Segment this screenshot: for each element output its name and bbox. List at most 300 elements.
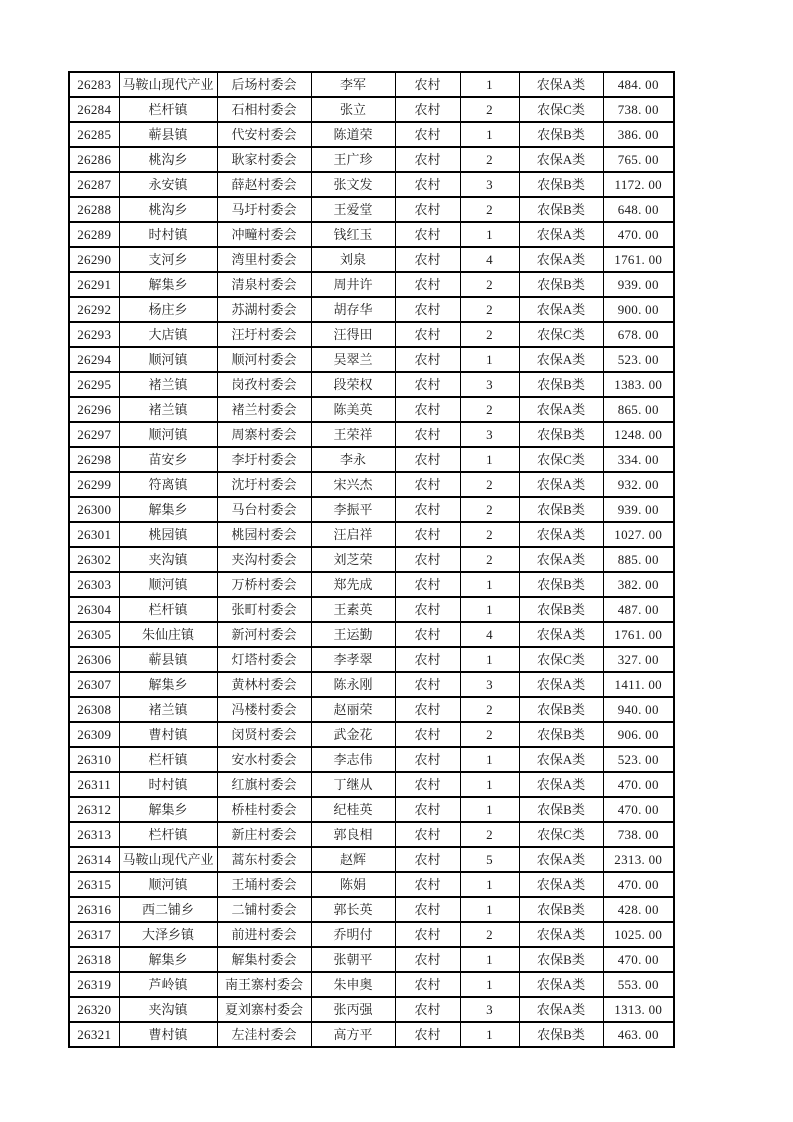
cell-person-name: 宋兴杰	[311, 472, 395, 497]
table-row	[69, 772, 674, 797]
table-row	[69, 597, 674, 622]
cell-person-count: 1	[460, 222, 519, 247]
cell-person-name: 张丙强	[311, 997, 395, 1022]
cell-town: 苗安乡	[119, 447, 217, 472]
cell-person-name: 王荣祥	[311, 422, 395, 447]
cell-village-committee: 桥桂村委会	[217, 797, 311, 822]
cell-village-committee: 沈圩村委会	[217, 472, 311, 497]
cell-record-id: 26314	[69, 847, 119, 872]
table-row	[69, 547, 674, 572]
cell-amount: 932. 00	[603, 472, 674, 497]
cell-village-committee: 新河村委会	[217, 622, 311, 647]
table-row	[69, 397, 674, 422]
cell-person-name: 王素英	[311, 597, 395, 622]
cell-amount: 386. 00	[603, 122, 674, 147]
cell-residence-type: 农村	[395, 472, 460, 497]
cell-amount: 523. 00	[603, 747, 674, 772]
cell-person-count: 1	[460, 797, 519, 822]
cell-person-count: 2	[460, 922, 519, 947]
cell-insurance-category: 农保B类	[519, 122, 603, 147]
cell-person-name: 丁继从	[311, 772, 395, 797]
cell-person-name: 汪得田	[311, 322, 395, 347]
cell-record-id: 26311	[69, 772, 119, 797]
cell-person-name: 纪桂英	[311, 797, 395, 822]
cell-person-count: 3	[460, 372, 519, 397]
cell-person-count: 2	[460, 297, 519, 322]
cell-residence-type: 农村	[395, 972, 460, 997]
cell-town: 时村镇	[119, 772, 217, 797]
cell-person-count: 3	[460, 422, 519, 447]
cell-amount: 765. 00	[603, 147, 674, 172]
cell-town: 栏杆镇	[119, 747, 217, 772]
cell-amount: 484. 00	[603, 72, 674, 97]
table-row	[69, 747, 674, 772]
cell-residence-type: 农村	[395, 872, 460, 897]
table-row	[69, 872, 674, 897]
cell-person-count: 3	[460, 997, 519, 1022]
cell-person-count: 1	[460, 572, 519, 597]
cell-record-id: 26291	[69, 272, 119, 297]
cell-residence-type: 农村	[395, 222, 460, 247]
table-row	[69, 647, 674, 672]
cell-insurance-category: 农保A类	[519, 297, 603, 322]
cell-person-count: 1	[460, 447, 519, 472]
cell-amount: 1025. 00	[603, 922, 674, 947]
cell-amount: 1411. 00	[603, 672, 674, 697]
cell-insurance-category: 农保B类	[519, 172, 603, 197]
cell-town: 解集乡	[119, 272, 217, 297]
table-row	[69, 897, 674, 922]
cell-record-id: 26292	[69, 297, 119, 322]
cell-person-count: 1	[460, 347, 519, 372]
cell-village-committee: 马圩村委会	[217, 197, 311, 222]
cell-village-committee: 苏湖村委会	[217, 297, 311, 322]
table-row	[69, 72, 674, 97]
cell-record-id: 26298	[69, 447, 119, 472]
cell-person-name: 王运勤	[311, 622, 395, 647]
cell-insurance-category: 农保A类	[519, 147, 603, 172]
cell-insurance-category: 农保A类	[519, 247, 603, 272]
cell-record-id: 26308	[69, 697, 119, 722]
cell-record-id: 26305	[69, 622, 119, 647]
cell-town: 栏杆镇	[119, 822, 217, 847]
cell-village-committee: 冲疃村委会	[217, 222, 311, 247]
cell-insurance-category: 农保B类	[519, 797, 603, 822]
cell-village-committee: 清泉村委会	[217, 272, 311, 297]
cell-town: 褚兰镇	[119, 372, 217, 397]
table-row	[69, 122, 674, 147]
cell-person-name: 郭良相	[311, 822, 395, 847]
cell-person-name: 赵丽荣	[311, 697, 395, 722]
cell-residence-type: 农村	[395, 247, 460, 272]
cell-residence-type: 农村	[395, 822, 460, 847]
cell-village-committee: 薛赵村委会	[217, 172, 311, 197]
cell-record-id: 26321	[69, 1022, 119, 1047]
cell-record-id: 26294	[69, 347, 119, 372]
cell-person-name: 吴翠兰	[311, 347, 395, 372]
cell-town: 马鞍山现代产业	[119, 72, 217, 97]
cell-residence-type: 农村	[395, 72, 460, 97]
cell-residence-type: 农村	[395, 947, 460, 972]
cell-person-name: 刘芝荣	[311, 547, 395, 572]
cell-person-count: 2	[460, 322, 519, 347]
cell-insurance-category: 农保B类	[519, 597, 603, 622]
cell-village-committee: 王埇村委会	[217, 872, 311, 897]
table-row	[69, 497, 674, 522]
table-row	[69, 972, 674, 997]
cell-village-committee: 夏刘寨村委会	[217, 997, 311, 1022]
cell-record-id: 26293	[69, 322, 119, 347]
cell-town: 顺河镇	[119, 572, 217, 597]
cell-village-committee: 左洼村委会	[217, 1022, 311, 1047]
cell-village-committee: 万桥村委会	[217, 572, 311, 597]
cell-town: 褚兰镇	[119, 697, 217, 722]
cell-residence-type: 农村	[395, 97, 460, 122]
cell-town: 解集乡	[119, 497, 217, 522]
cell-person-name: 张朝平	[311, 947, 395, 972]
cell-record-id: 26302	[69, 547, 119, 572]
cell-village-committee: 耿家村委会	[217, 147, 311, 172]
cell-insurance-category: 农保B类	[519, 422, 603, 447]
cell-person-count: 3	[460, 172, 519, 197]
cell-record-id: 26286	[69, 147, 119, 172]
cell-record-id: 26295	[69, 372, 119, 397]
cell-town: 蕲县镇	[119, 122, 217, 147]
table-row	[69, 722, 674, 747]
table-row	[69, 372, 674, 397]
cell-amount: 487. 00	[603, 597, 674, 622]
table-row	[69, 672, 674, 697]
cell-amount: 738. 00	[603, 97, 674, 122]
cell-record-id: 26310	[69, 747, 119, 772]
cell-village-committee: 灯塔村委会	[217, 647, 311, 672]
cell-town: 夹沟镇	[119, 547, 217, 572]
cell-person-count: 1	[460, 747, 519, 772]
cell-residence-type: 农村	[395, 122, 460, 147]
cell-person-count: 2	[460, 397, 519, 422]
cell-town: 芦岭镇	[119, 972, 217, 997]
cell-record-id: 26306	[69, 647, 119, 672]
cell-person-name: 李永	[311, 447, 395, 472]
cell-amount: 1761. 00	[603, 622, 674, 647]
table-row	[69, 172, 674, 197]
cell-insurance-category: 农保B类	[519, 897, 603, 922]
cell-amount: 1761. 00	[603, 247, 674, 272]
cell-village-committee: 桃园村委会	[217, 522, 311, 547]
cell-village-committee: 南王寨村委会	[217, 972, 311, 997]
cell-amount: 678. 00	[603, 322, 674, 347]
cell-record-id: 26296	[69, 397, 119, 422]
cell-residence-type: 农村	[395, 997, 460, 1022]
cell-town: 支河乡	[119, 247, 217, 272]
cell-amount: 738. 00	[603, 822, 674, 847]
table-row	[69, 422, 674, 447]
cell-amount: 553. 00	[603, 972, 674, 997]
cell-record-id: 26303	[69, 572, 119, 597]
cell-record-id: 26297	[69, 422, 119, 447]
cell-insurance-category: 农保A类	[519, 622, 603, 647]
cell-town: 解集乡	[119, 947, 217, 972]
cell-insurance-category: 农保A类	[519, 397, 603, 422]
cell-amount: 1383. 00	[603, 372, 674, 397]
cell-town: 顺河镇	[119, 347, 217, 372]
table-row	[69, 147, 674, 172]
cell-residence-type: 农村	[395, 397, 460, 422]
table-row	[69, 572, 674, 597]
cell-person-name: 胡存华	[311, 297, 395, 322]
cell-insurance-category: 农保A类	[519, 772, 603, 797]
cell-amount: 1172. 00	[603, 172, 674, 197]
cell-person-count: 2	[460, 697, 519, 722]
cell-insurance-category: 农保A类	[519, 922, 603, 947]
cell-insurance-category: 农保A类	[519, 847, 603, 872]
cell-village-committee: 安水村委会	[217, 747, 311, 772]
cell-residence-type: 农村	[395, 372, 460, 397]
cell-person-name: 乔明付	[311, 922, 395, 947]
cell-insurance-category: 农保A类	[519, 347, 603, 372]
cell-person-count: 4	[460, 247, 519, 272]
table-row	[69, 922, 674, 947]
cell-record-id: 26289	[69, 222, 119, 247]
cell-residence-type: 农村	[395, 347, 460, 372]
cell-town: 桃园镇	[119, 522, 217, 547]
cell-village-committee: 新庄村委会	[217, 822, 311, 847]
cell-village-committee: 石相村委会	[217, 97, 311, 122]
cell-insurance-category: 农保C类	[519, 97, 603, 122]
cell-record-id: 26317	[69, 922, 119, 947]
cell-insurance-category: 农保A类	[519, 72, 603, 97]
cell-record-id: 26283	[69, 72, 119, 97]
cell-town: 夹沟镇	[119, 997, 217, 1022]
cell-record-id: 26299	[69, 472, 119, 497]
cell-insurance-category: 农保A类	[519, 547, 603, 572]
cell-insurance-category: 农保C类	[519, 447, 603, 472]
cell-amount: 1248. 00	[603, 422, 674, 447]
cell-village-committee: 闵贤村委会	[217, 722, 311, 747]
cell-person-count: 1	[460, 872, 519, 897]
cell-residence-type: 农村	[395, 897, 460, 922]
cell-record-id: 26315	[69, 872, 119, 897]
cell-amount: 939. 00	[603, 497, 674, 522]
cell-record-id: 26300	[69, 497, 119, 522]
table-row	[69, 247, 674, 272]
cell-amount: 939. 00	[603, 272, 674, 297]
cell-person-count: 2	[460, 147, 519, 172]
cell-record-id: 26304	[69, 597, 119, 622]
cell-record-id: 26284	[69, 97, 119, 122]
cell-residence-type: 农村	[395, 447, 460, 472]
cell-town: 桃沟乡	[119, 147, 217, 172]
cell-village-committee: 张町村委会	[217, 597, 311, 622]
cell-amount: 463. 00	[603, 1022, 674, 1047]
cell-person-count: 2	[460, 522, 519, 547]
cell-record-id: 26319	[69, 972, 119, 997]
table-row	[69, 222, 674, 247]
cell-town: 大泽乡镇	[119, 922, 217, 947]
cell-town: 顺河镇	[119, 872, 217, 897]
cell-amount: 327. 00	[603, 647, 674, 672]
cell-town: 褚兰镇	[119, 397, 217, 422]
cell-record-id: 26312	[69, 797, 119, 822]
cell-insurance-category: 农保C类	[519, 647, 603, 672]
cell-person-count: 1	[460, 1022, 519, 1047]
cell-person-name: 赵辉	[311, 847, 395, 872]
cell-village-committee: 顺河村委会	[217, 347, 311, 372]
cell-residence-type: 农村	[395, 172, 460, 197]
cell-residence-type: 农村	[395, 272, 460, 297]
table-row	[69, 997, 674, 1022]
cell-residence-type: 农村	[395, 497, 460, 522]
cell-person-count: 1	[460, 122, 519, 147]
cell-person-name: 汪启祥	[311, 522, 395, 547]
cell-person-name: 武金花	[311, 722, 395, 747]
table-row	[69, 272, 674, 297]
cell-insurance-category: 农保B类	[519, 497, 603, 522]
cell-person-count: 2	[460, 472, 519, 497]
cell-amount: 900. 00	[603, 297, 674, 322]
cell-person-count: 1	[460, 772, 519, 797]
cell-residence-type: 农村	[395, 522, 460, 547]
table-row	[69, 322, 674, 347]
cell-amount: 470. 00	[603, 797, 674, 822]
cell-record-id: 26309	[69, 722, 119, 747]
cell-residence-type: 农村	[395, 622, 460, 647]
cell-residence-type: 农村	[395, 147, 460, 172]
cell-person-name: 李孝翠	[311, 647, 395, 672]
table-row	[69, 822, 674, 847]
cell-insurance-category: 农保A类	[519, 872, 603, 897]
cell-person-name: 刘泉	[311, 247, 395, 272]
table-row	[69, 472, 674, 497]
cell-record-id: 26287	[69, 172, 119, 197]
cell-town: 桃沟乡	[119, 197, 217, 222]
cell-insurance-category: 农保B类	[519, 272, 603, 297]
cell-person-count: 2	[460, 197, 519, 222]
cell-person-name: 郭长英	[311, 897, 395, 922]
cell-residence-type: 农村	[395, 572, 460, 597]
cell-insurance-category: 农保A类	[519, 522, 603, 547]
cell-residence-type: 农村	[395, 847, 460, 872]
cell-insurance-category: 农保B类	[519, 197, 603, 222]
cell-amount: 523. 00	[603, 347, 674, 372]
table-row	[69, 347, 674, 372]
cell-person-count: 1	[460, 647, 519, 672]
table-row	[69, 697, 674, 722]
cell-insurance-category: 农保A类	[519, 222, 603, 247]
cell-residence-type: 农村	[395, 297, 460, 322]
cell-town: 曹村镇	[119, 1022, 217, 1047]
table-row	[69, 297, 674, 322]
cell-record-id: 26320	[69, 997, 119, 1022]
cell-town: 栏杆镇	[119, 97, 217, 122]
insurance-roster-table	[68, 71, 675, 1048]
cell-amount: 470. 00	[603, 947, 674, 972]
cell-village-committee: 蒿东村委会	[217, 847, 311, 872]
table-body	[69, 72, 674, 1047]
cell-person-count: 1	[460, 897, 519, 922]
cell-town: 符离镇	[119, 472, 217, 497]
cell-village-committee: 褚兰村委会	[217, 397, 311, 422]
cell-village-committee: 代安村委会	[217, 122, 311, 147]
cell-amount: 940. 00	[603, 697, 674, 722]
cell-village-committee: 周寨村委会	[217, 422, 311, 447]
cell-person-name: 张立	[311, 97, 395, 122]
cell-town: 杨庄乡	[119, 297, 217, 322]
cell-person-name: 段荣权	[311, 372, 395, 397]
cell-record-id: 26288	[69, 197, 119, 222]
table-row	[69, 947, 674, 972]
cell-village-committee: 后场村委会	[217, 72, 311, 97]
cell-amount: 428. 00	[603, 897, 674, 922]
cell-person-count: 2	[460, 822, 519, 847]
cell-insurance-category: 农保A类	[519, 472, 603, 497]
cell-insurance-category: 农保B类	[519, 572, 603, 597]
cell-residence-type: 农村	[395, 547, 460, 572]
cell-person-count: 1	[460, 72, 519, 97]
cell-amount: 2313. 00	[603, 847, 674, 872]
cell-village-committee: 岗孜村委会	[217, 372, 311, 397]
cell-person-name: 钱红玉	[311, 222, 395, 247]
cell-residence-type: 农村	[395, 322, 460, 347]
cell-town: 栏杆镇	[119, 597, 217, 622]
cell-person-name: 陈娟	[311, 872, 395, 897]
table-row	[69, 622, 674, 647]
cell-person-count: 2	[460, 97, 519, 122]
cell-person-name: 李志伟	[311, 747, 395, 772]
cell-person-count: 1	[460, 597, 519, 622]
cell-insurance-category: 农保B类	[519, 697, 603, 722]
cell-person-name: 李振平	[311, 497, 395, 522]
table-row	[69, 97, 674, 122]
cell-village-committee: 黄林村委会	[217, 672, 311, 697]
cell-amount: 648. 00	[603, 197, 674, 222]
cell-village-committee: 红旗村委会	[217, 772, 311, 797]
cell-person-count: 2	[460, 272, 519, 297]
table-row	[69, 197, 674, 222]
cell-person-name: 王爱堂	[311, 197, 395, 222]
cell-person-name: 王广珍	[311, 147, 395, 172]
cell-person-count: 2	[460, 722, 519, 747]
table-row	[69, 447, 674, 472]
cell-person-count: 2	[460, 497, 519, 522]
cell-amount: 1027. 00	[603, 522, 674, 547]
cell-person-name: 郑先成	[311, 572, 395, 597]
cell-insurance-category: 农保C类	[519, 322, 603, 347]
cell-town: 解集乡	[119, 672, 217, 697]
cell-person-count: 5	[460, 847, 519, 872]
cell-residence-type: 农村	[395, 797, 460, 822]
cell-village-committee: 李圩村委会	[217, 447, 311, 472]
cell-insurance-category: 农保A类	[519, 672, 603, 697]
cell-insurance-category: 农保A类	[519, 747, 603, 772]
cell-insurance-category: 农保B类	[519, 1022, 603, 1047]
cell-insurance-category: 农保C类	[519, 822, 603, 847]
cell-village-committee: 湾里村委会	[217, 247, 311, 272]
cell-record-id: 26313	[69, 822, 119, 847]
cell-town: 西二铺乡	[119, 897, 217, 922]
cell-residence-type: 农村	[395, 422, 460, 447]
cell-insurance-category: 农保A类	[519, 997, 603, 1022]
table-row	[69, 522, 674, 547]
cell-record-id: 26285	[69, 122, 119, 147]
cell-residence-type: 农村	[395, 697, 460, 722]
cell-person-count: 4	[460, 622, 519, 647]
cell-residence-type: 农村	[395, 772, 460, 797]
cell-residence-type: 农村	[395, 747, 460, 772]
cell-amount: 865. 00	[603, 397, 674, 422]
cell-amount: 470. 00	[603, 772, 674, 797]
cell-town: 时村镇	[119, 222, 217, 247]
